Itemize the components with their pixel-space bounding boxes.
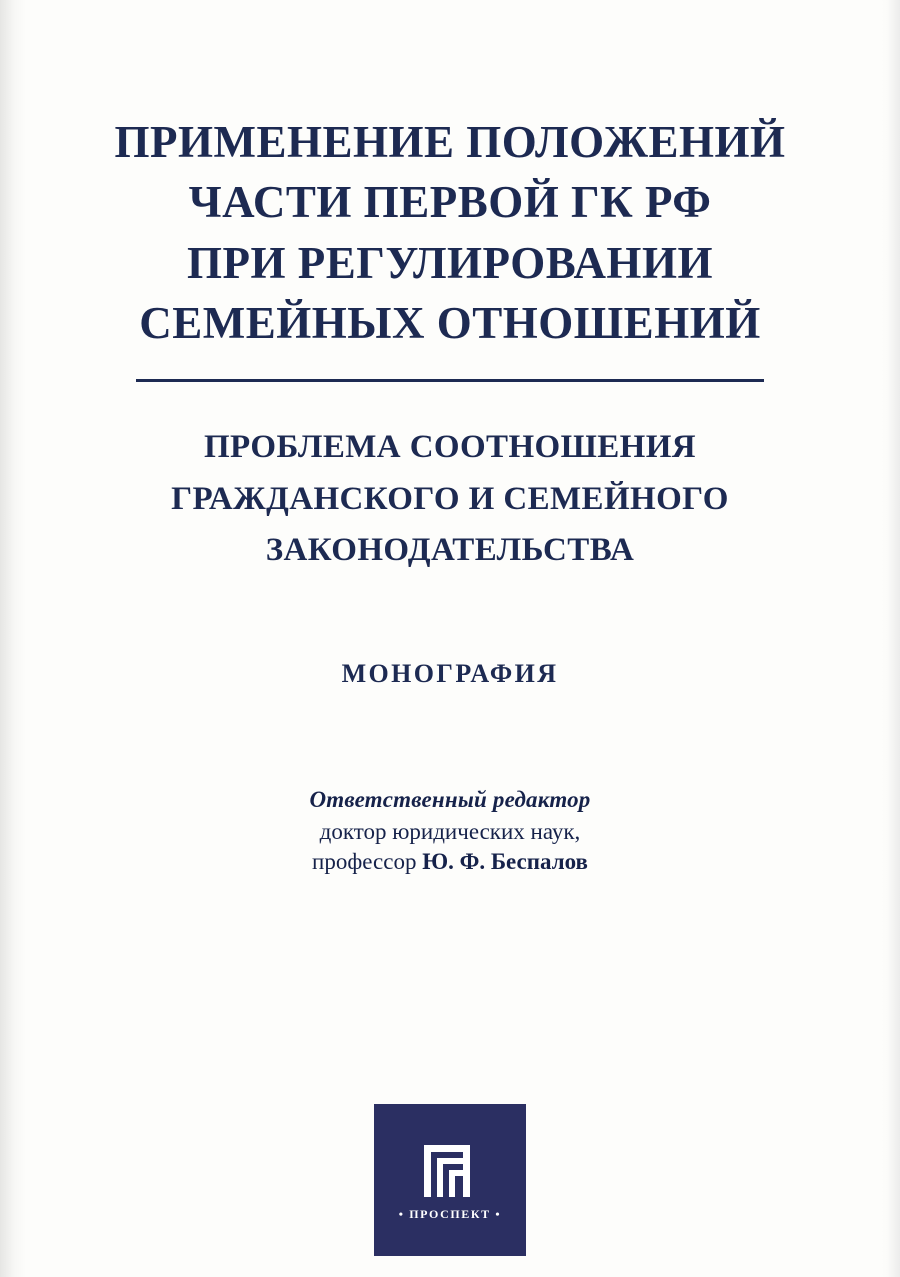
publication-kind: МОНОГРАФИЯ xyxy=(341,658,559,688)
title-line-4: СЕМЕЙНЫХ ОТНОШЕНИЙ xyxy=(139,297,761,348)
page-subtitle xyxy=(70,422,830,576)
title-line-3: ПРИ РЕГУЛИРОВАНИИ xyxy=(187,237,713,288)
prospekt-arch-icon xyxy=(424,1139,476,1197)
editor-name-value: Ю. Ф. Беспалов xyxy=(422,848,588,874)
subtitle-line-2: ГРАЖДАНСКОГО И СЕМЕЙНОГО xyxy=(171,480,729,517)
editor-name xyxy=(70,849,830,875)
divider xyxy=(136,379,764,382)
subtitle-line-1: ПРОБЛЕМА СООТНОШЕНИЯ xyxy=(203,429,697,466)
publisher-logo xyxy=(374,1104,526,1256)
editor-name-prefix: профессор xyxy=(312,848,423,874)
publisher-name: • ПРОСПЕКТ • xyxy=(398,1206,502,1221)
editor-block xyxy=(70,787,830,875)
editor-degree: доктор юридических наук, xyxy=(319,818,581,844)
editor-role: Ответственный редактор xyxy=(309,786,591,812)
title-line-1: ПРИМЕНЕНИЕ ПОЛОЖЕНИЙ xyxy=(114,117,786,167)
title-line-2: ЧАСТИ ПЕРВОЙ ГК РФ xyxy=(188,177,712,228)
subtitle-line-3: ЗАКОНОДАТЕЛЬСТВА xyxy=(265,532,635,569)
page-title xyxy=(70,112,830,353)
